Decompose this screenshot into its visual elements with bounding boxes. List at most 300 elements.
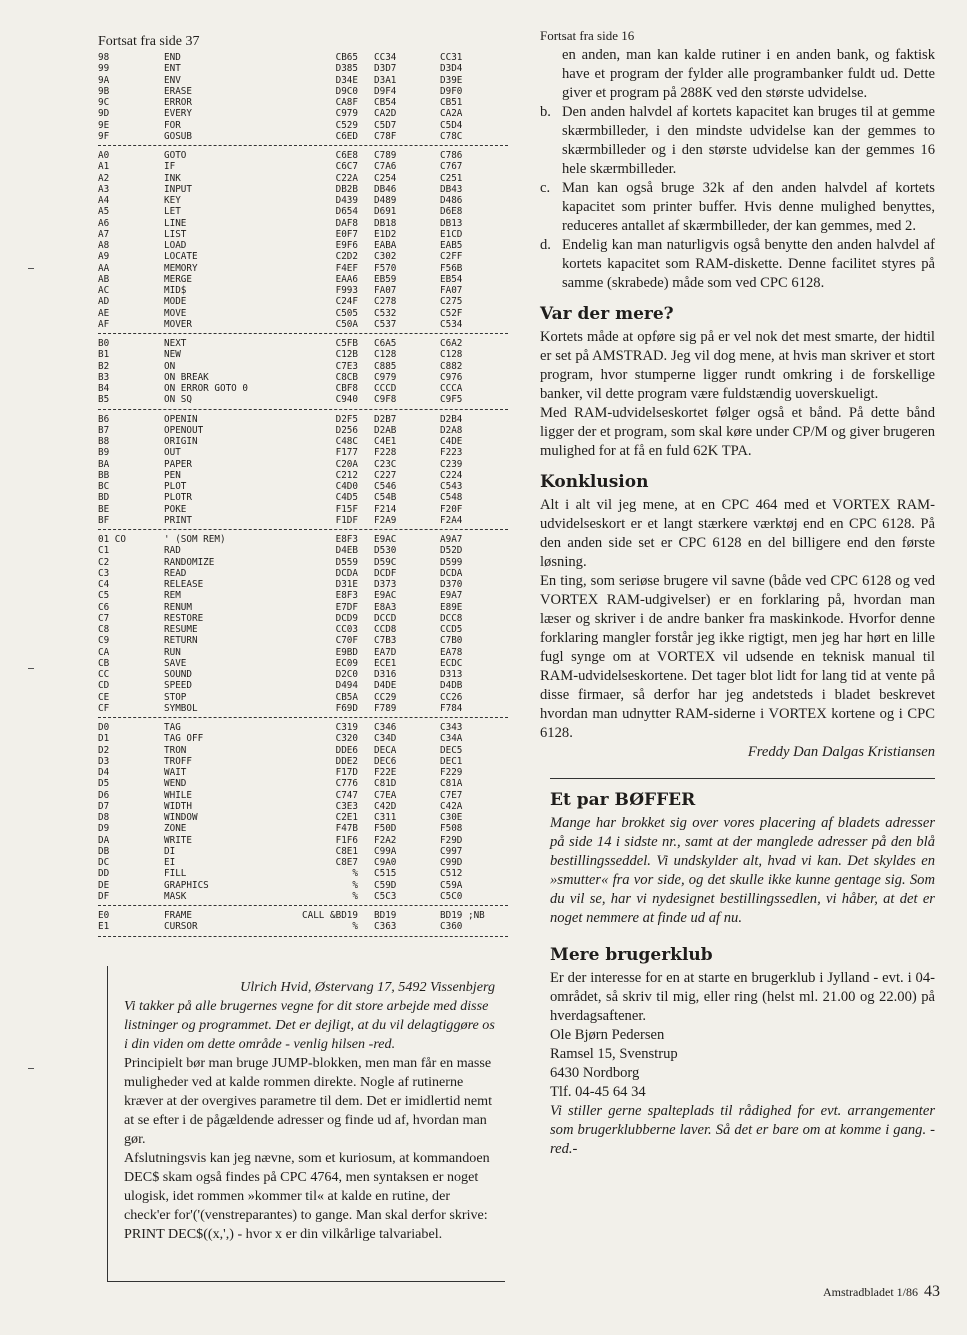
- article-paragraph: Med RAM-udvidelseskortet følger også et bånd. På dette bånd ligger der et program, som skal køre under CP/M og giver brugeren mulighed for at få en fuld 62K TPA.: [540, 405, 935, 459]
- keyword: ENT: [164, 63, 181, 75]
- token-table-column: [98, 34, 508, 941]
- token-code: B5: [98, 394, 110, 406]
- keyword: MOVER: [164, 318, 192, 330]
- article-paragraph: En ting, som seriøse brugere vil savne (både ved CPC 6128 og ved VORTEX RAM-udgivelser) er en forklaring på, hvordan man læser og skriver i de andre banker fra maskinkode. Hvorfor denne forklaring mangler forstår jeg ikke rigtigt, men jeg har hørt en lille fugl synge om at VORTEX vil udsende en teknisk manual til RAM-udvidelseskortene. Det tager blot lidt for lang tid at vente på disse firmaer, så derfor har jeg andetsteds i bladet beskrevet hvordan man udnytter RAM-siderne i VORTEX kortene og i CPC 6128.: [540, 573, 935, 741]
- token-code: C6: [98, 601, 110, 613]
- keyword: FRAME: [164, 910, 192, 921]
- section-heading: Mere brugerklub: [550, 945, 713, 965]
- address-664: C302: [374, 251, 397, 263]
- token-code: A8: [98, 240, 110, 251]
- table-row: [98, 150, 508, 161]
- address-464: D494: [335, 680, 358, 692]
- address-6128: C30E: [440, 812, 463, 823]
- address-664: E9AC: [374, 534, 397, 545]
- address-6128: D599: [440, 556, 463, 568]
- address-464: C6ED: [335, 130, 358, 142]
- address-664: F2A2: [374, 834, 397, 846]
- address-464: E9BD: [335, 646, 358, 658]
- keyword: RESUME: [164, 624, 198, 635]
- table-row: [98, 52, 508, 63]
- address-6128: F229: [440, 767, 463, 778]
- table-row: [98, 86, 508, 97]
- token-code: C3: [98, 567, 110, 579]
- address-664: D316: [374, 669, 397, 680]
- address-6128: C512: [440, 868, 463, 880]
- token-code: D5: [98, 778, 110, 790]
- address-464: D385: [335, 63, 358, 75]
- address-6128: C7B0: [440, 635, 463, 647]
- address-464: DB2B: [335, 183, 358, 195]
- list-item-label: d.: [540, 237, 551, 253]
- address-6128: D3D4: [440, 63, 463, 75]
- table-row: [98, 635, 508, 646]
- table-row: [98, 63, 508, 74]
- address-464: C776: [335, 778, 358, 790]
- table-row: [98, 120, 508, 131]
- address-6128: D370: [440, 579, 463, 590]
- address-464: C2E1: [335, 812, 358, 823]
- address-6128: CC31: [440, 52, 463, 63]
- keyword: WHILE: [164, 789, 192, 801]
- keyword: WRITE: [164, 834, 192, 846]
- table-row: [98, 857, 508, 868]
- table-row: [98, 703, 508, 714]
- keyword: READ: [164, 567, 187, 579]
- token-code: C9: [98, 635, 110, 647]
- keyword: EI: [164, 857, 176, 868]
- address-6128: C78C: [440, 130, 463, 142]
- address-664: DCDF: [374, 567, 397, 579]
- address-464: D4EB: [335, 545, 358, 557]
- address-664: C128: [374, 349, 397, 361]
- token-code: D0: [98, 722, 110, 733]
- token-code: AF: [98, 318, 110, 330]
- address-464: DDE6: [335, 744, 358, 756]
- table-row: [98, 590, 508, 601]
- table-row: [98, 372, 508, 383]
- list-item-label: c.: [540, 180, 551, 196]
- address-464: F15F: [335, 503, 358, 515]
- address-6128: C59A: [440, 879, 463, 891]
- address-6128: C9F5: [440, 394, 463, 406]
- token-code: 9E: [98, 119, 110, 131]
- address-664: EB59: [374, 273, 397, 285]
- token-code: D8: [98, 812, 110, 823]
- binding-mark: [28, 1068, 34, 1069]
- keyword: SAVE: [164, 657, 187, 669]
- address-664: C278: [374, 296, 397, 308]
- address-464: F1DF: [335, 514, 358, 526]
- address-464: D559: [335, 556, 358, 568]
- keyword: RETURN: [164, 635, 198, 647]
- list-item-text: Man kan også bruge 32k af den anden halvdel af kortets kapacitet som printer buffer. Hvis denne mulighed benyttes, reduceres antallet af skærmbilleder, der kan gemmes, med 2.: [562, 180, 935, 234]
- keyword: INPUT: [164, 183, 192, 195]
- keyword: ERROR: [164, 97, 192, 108]
- token-code: AB: [98, 273, 110, 285]
- keyword: MOVE: [164, 307, 187, 319]
- address-6128: DEC5: [440, 744, 463, 756]
- list-item-label: b.: [540, 104, 551, 120]
- keyword: RAD: [164, 545, 181, 557]
- table-row: [98, 481, 508, 492]
- table-row: [98, 534, 508, 545]
- keyword: OPENOUT: [164, 424, 204, 436]
- address-464: F17D: [335, 767, 358, 778]
- address-464: C2D2: [335, 251, 358, 263]
- address-464: C7E3: [335, 360, 358, 372]
- address-6128: D39E: [440, 74, 463, 86]
- address-6128: ECDC: [440, 657, 463, 669]
- table-row: [98, 579, 508, 590]
- address-464: F177: [335, 447, 358, 459]
- table-row: [98, 206, 508, 217]
- token-code: CA: [98, 646, 110, 658]
- token-code: CB: [98, 657, 110, 669]
- address-464: C20A: [335, 458, 358, 470]
- address-464: D34E: [335, 74, 358, 86]
- address-464: F1F6: [335, 834, 358, 846]
- address-464: CB65: [335, 52, 358, 63]
- address-464: C22A: [335, 172, 358, 184]
- keyword: PAPER: [164, 458, 192, 470]
- address-464: F47B: [335, 823, 358, 835]
- keyword: RUN: [164, 646, 181, 658]
- table-row: [98, 692, 508, 703]
- article-paragraph: Kortets måde at opføre sig på er vel nok det mest smarte, der hidtil er set på AMSTRAD. Jeg vil dog mene, at hvis man skriver et stort program, hvor stumperne ligger rundt omkring i de forskellige banker, vil dette program være fuldstændig uoverskueligt.: [540, 329, 935, 402]
- token-code: A9: [98, 251, 110, 263]
- address-464: C320: [335, 733, 358, 745]
- address-464: C747: [335, 789, 358, 801]
- contact-address: [550, 1026, 935, 1102]
- token-group: [98, 150, 508, 334]
- address-664: C885: [374, 360, 397, 372]
- token-code: BD: [98, 492, 110, 504]
- table-row: [98, 425, 508, 436]
- token-code: AD: [98, 296, 110, 308]
- token-code: D2: [98, 744, 110, 756]
- address-6128: DEC1: [440, 755, 463, 767]
- address-464: %: [352, 921, 358, 933]
- address-464: E8F3: [335, 590, 358, 602]
- keyword: RENUM: [164, 601, 192, 613]
- address-464: C48C: [335, 436, 358, 447]
- table-row: [98, 868, 508, 879]
- address-6128: F56B: [440, 262, 463, 274]
- address-664: D2B7: [374, 413, 397, 425]
- table-row: [98, 195, 508, 206]
- address-464: C940: [335, 394, 358, 406]
- address-664: D9F4: [374, 85, 397, 97]
- address-464: %: [352, 879, 358, 891]
- token-code: D3: [98, 755, 110, 767]
- table-row: [98, 274, 508, 285]
- token-group: [98, 534, 508, 718]
- address-664: D691: [374, 206, 397, 218]
- token-group: [98, 722, 508, 906]
- address-664: C9A0: [374, 857, 397, 868]
- address-664: EA7D: [374, 646, 397, 658]
- address-664: CB54: [374, 97, 397, 108]
- address-6128: E1CD: [440, 228, 463, 240]
- table-row: [98, 173, 508, 184]
- address-6128: D486: [440, 195, 463, 206]
- address-6128: C251: [440, 172, 463, 184]
- table-row: [98, 308, 508, 319]
- keyword: PLOTR: [164, 492, 192, 504]
- token-code: 9C: [98, 97, 110, 108]
- address-6128: F2A4: [440, 514, 463, 526]
- address-464: C212: [335, 469, 358, 481]
- address-6128: DB43: [440, 183, 463, 195]
- address-664: C546: [374, 481, 397, 492]
- token-group: [98, 52, 508, 146]
- table-row: [98, 361, 508, 372]
- keyword: ZONE: [164, 823, 187, 835]
- token-code: 99: [98, 63, 110, 75]
- token-code: CC: [98, 669, 110, 680]
- address-6128: C786: [440, 150, 463, 161]
- table-row: [98, 470, 508, 481]
- address-664: C81D: [374, 778, 397, 790]
- address-6128: D313: [440, 669, 463, 680]
- token-code: B4: [98, 383, 110, 394]
- address-664: C7A6: [374, 161, 397, 173]
- address-464: C8E7: [335, 857, 358, 868]
- address-464: D31E: [335, 579, 358, 590]
- token-group: [98, 338, 508, 410]
- address-664: C9F8: [374, 394, 397, 406]
- token-code: BE: [98, 503, 110, 515]
- address-664: C537: [374, 318, 397, 330]
- keyword: ON SQ: [164, 394, 192, 406]
- article-list: [540, 103, 935, 293]
- notice-box: [540, 791, 935, 1159]
- address-6128: CB51: [440, 97, 463, 108]
- keyword: ON: [164, 360, 176, 372]
- keyword: OUT: [164, 447, 181, 459]
- token-code: E1: [98, 921, 110, 933]
- keyword: GOTO: [164, 150, 187, 161]
- address-464: C50A: [335, 318, 358, 330]
- token-code: BC: [98, 481, 110, 492]
- reader-letter-box: [107, 966, 505, 1282]
- keyword: GRAPHICS: [164, 879, 209, 891]
- token-code: C1: [98, 545, 110, 557]
- keyword: TRON: [164, 744, 187, 756]
- table-row: [98, 515, 508, 526]
- token-code: DC: [98, 857, 110, 868]
- address-664: D489: [374, 195, 397, 206]
- page-number: 43: [924, 1283, 940, 1300]
- address-464: DAF8: [335, 217, 358, 229]
- keyword: RELEASE: [164, 579, 204, 590]
- address-664: C7B3: [374, 635, 397, 647]
- token-code: D4: [98, 767, 110, 778]
- address-6128: D9F0: [440, 85, 463, 97]
- address-664: CA2D: [374, 108, 397, 120]
- token-code: A3: [98, 183, 110, 195]
- address-664: D530: [374, 545, 397, 557]
- table-row: [98, 568, 508, 579]
- address-664: F570: [374, 262, 397, 274]
- address-464: C6E8: [335, 150, 358, 161]
- address-464: F993: [335, 285, 358, 296]
- table-row: [98, 921, 508, 932]
- token-code: AE: [98, 307, 110, 319]
- keyword: MASK: [164, 890, 187, 902]
- address-464: C70F: [335, 635, 358, 647]
- table-row: [98, 846, 508, 857]
- address-line: Ole Bjørn Pedersen: [550, 1027, 665, 1043]
- address-464: C979: [335, 108, 358, 120]
- table-row: [98, 504, 508, 515]
- address-664: F214: [374, 503, 397, 515]
- list-item-text: Den anden halvdel af kortets kapacitet kan bruges til at gemme skærmbilleder, i den mindste udvidelse kan der gemmes to skærmbilleder og i den største udvidelse kan der gemmes 16 hele skærmbilleder.: [562, 104, 935, 177]
- table-row: [98, 801, 508, 812]
- token-code: 9A: [98, 74, 110, 86]
- address-6128: C360: [440, 921, 463, 933]
- token-code: D9: [98, 823, 110, 835]
- table-row: [98, 722, 508, 733]
- address-664: CC34: [374, 52, 397, 63]
- address-6128: F784: [440, 702, 463, 714]
- address-664: C254: [374, 172, 397, 184]
- address-664: D3A1: [374, 74, 397, 86]
- address-6128: CCD5: [440, 624, 463, 635]
- address-6128: C34A: [440, 733, 463, 745]
- keyword: WEND: [164, 778, 187, 790]
- keyword: LIST: [164, 228, 187, 240]
- address-464: C319: [335, 722, 358, 733]
- table-row: [98, 184, 508, 195]
- address-664: DEC6: [374, 755, 397, 767]
- address-664: D373: [374, 579, 397, 590]
- article-paragraph: Alt i alt vil jeg mene, at en CPC 464 med et VORTEX RAM-udvidelseskort er et langt stærkere værktøj end en CPC 6128. På den anden side set er CPC 6128 en del billigere end den første løsning.: [540, 497, 935, 570]
- table-row: [98, 647, 508, 658]
- token-code: C2: [98, 556, 110, 568]
- address-664: C311: [374, 812, 397, 823]
- address-664: EABA: [374, 240, 397, 251]
- address-464: C529: [335, 119, 358, 131]
- address-664: ECE1: [374, 657, 397, 669]
- address-664: C5D7: [374, 119, 397, 131]
- address-6128: C224: [440, 469, 463, 481]
- keyword: TAG: [164, 722, 181, 733]
- address-664: DCCD: [374, 612, 397, 624]
- table-row: [98, 75, 508, 86]
- address-6128: C548: [440, 492, 463, 504]
- address-6128: DCC8: [440, 612, 463, 624]
- address-664: C363: [374, 921, 397, 933]
- token-code: B6: [98, 413, 110, 425]
- keyword: CURSOR: [164, 921, 198, 933]
- table-row: [98, 251, 508, 262]
- table-row: [98, 414, 508, 425]
- token-code: D7: [98, 800, 110, 812]
- table-row: [98, 383, 508, 394]
- address-6128: EA78: [440, 646, 463, 658]
- table-row: [98, 680, 508, 691]
- address-664: D59C: [374, 556, 397, 568]
- address-6128: EAB5: [440, 240, 463, 251]
- token-code: D1: [98, 733, 110, 745]
- section-heading: Et par BØFFER: [550, 790, 696, 810]
- token-code: B2: [98, 360, 110, 372]
- token-code: DD: [98, 868, 110, 880]
- letter-paragraph: Principielt bør man bruge JUMP-blokken, men man får en masse muligheder ved at kalde rommen direkte. Nogle af rutinerne kræver at der overgives parametre til dem. Det er imidlertid nemt at se efter i de pågældende adresser og finde ud af, hvordan man gør.: [124, 1055, 493, 1147]
- table-row: [98, 240, 508, 251]
- address-464: %: [352, 890, 358, 902]
- address-464: C3E3: [335, 800, 358, 812]
- address-6128: CCCA: [440, 383, 463, 394]
- token-code: A2: [98, 172, 110, 184]
- keyword: EVERY: [164, 108, 192, 120]
- address-664: C5C3: [374, 890, 397, 902]
- table-row: [98, 624, 508, 635]
- issue-label: Amstradbladet 1/86: [823, 1285, 918, 1299]
- keyword: TROFF: [164, 755, 192, 767]
- page-footer: [823, 1283, 940, 1301]
- section-heading: Var der mere?: [540, 304, 674, 324]
- address-664: D3D7: [374, 63, 397, 75]
- address-464: [296, 910, 362, 921]
- token-code: 9B: [98, 85, 110, 97]
- address-6128: C343: [440, 722, 463, 733]
- keyword: LINE: [164, 217, 187, 229]
- keyword: MODE: [164, 296, 187, 308]
- token-code: C4: [98, 579, 110, 590]
- address-464: F4EF: [335, 262, 358, 274]
- keyword: LOCATE: [164, 251, 198, 263]
- table-row: [98, 891, 508, 902]
- token-code: A0: [98, 150, 110, 161]
- address-664: F228: [374, 447, 397, 459]
- keyword: SPEED: [164, 680, 192, 692]
- table-row: [98, 823, 508, 834]
- token-code: A1: [98, 161, 110, 173]
- token-code: 9D: [98, 108, 110, 120]
- table-row: [98, 349, 508, 360]
- table-row: [98, 394, 508, 405]
- keyword: OPENIN: [164, 413, 198, 425]
- address-664: F789: [374, 702, 397, 714]
- address-6128: F223: [440, 447, 463, 459]
- table-row: [98, 880, 508, 891]
- address-line: Ramsel 15, Svenstrup: [550, 1046, 678, 1062]
- table-row: [98, 108, 508, 119]
- token-code: AA: [98, 262, 110, 274]
- keyword: INK: [164, 172, 181, 184]
- table-row: [98, 790, 508, 801]
- address-464: C8E1: [335, 845, 358, 857]
- keyword: GOSUB: [164, 130, 192, 142]
- address-6128: C5D4: [440, 119, 463, 131]
- binding-mark: [28, 668, 34, 669]
- divider: [550, 778, 935, 779]
- address-464: C505: [335, 307, 358, 319]
- keyword: POKE: [164, 503, 187, 515]
- address-664: CC29: [374, 691, 397, 703]
- token-code: CD: [98, 680, 110, 692]
- call-prefix: CALL: [302, 910, 325, 921]
- keyword: WIDTH: [164, 800, 192, 812]
- address-664: F2A9: [374, 514, 397, 526]
- keyword: PRINT: [164, 514, 192, 526]
- keyword: KEY: [164, 195, 181, 206]
- address-464: CBF8: [335, 383, 358, 394]
- keyword: FOR: [164, 119, 181, 131]
- table-row: [98, 812, 508, 823]
